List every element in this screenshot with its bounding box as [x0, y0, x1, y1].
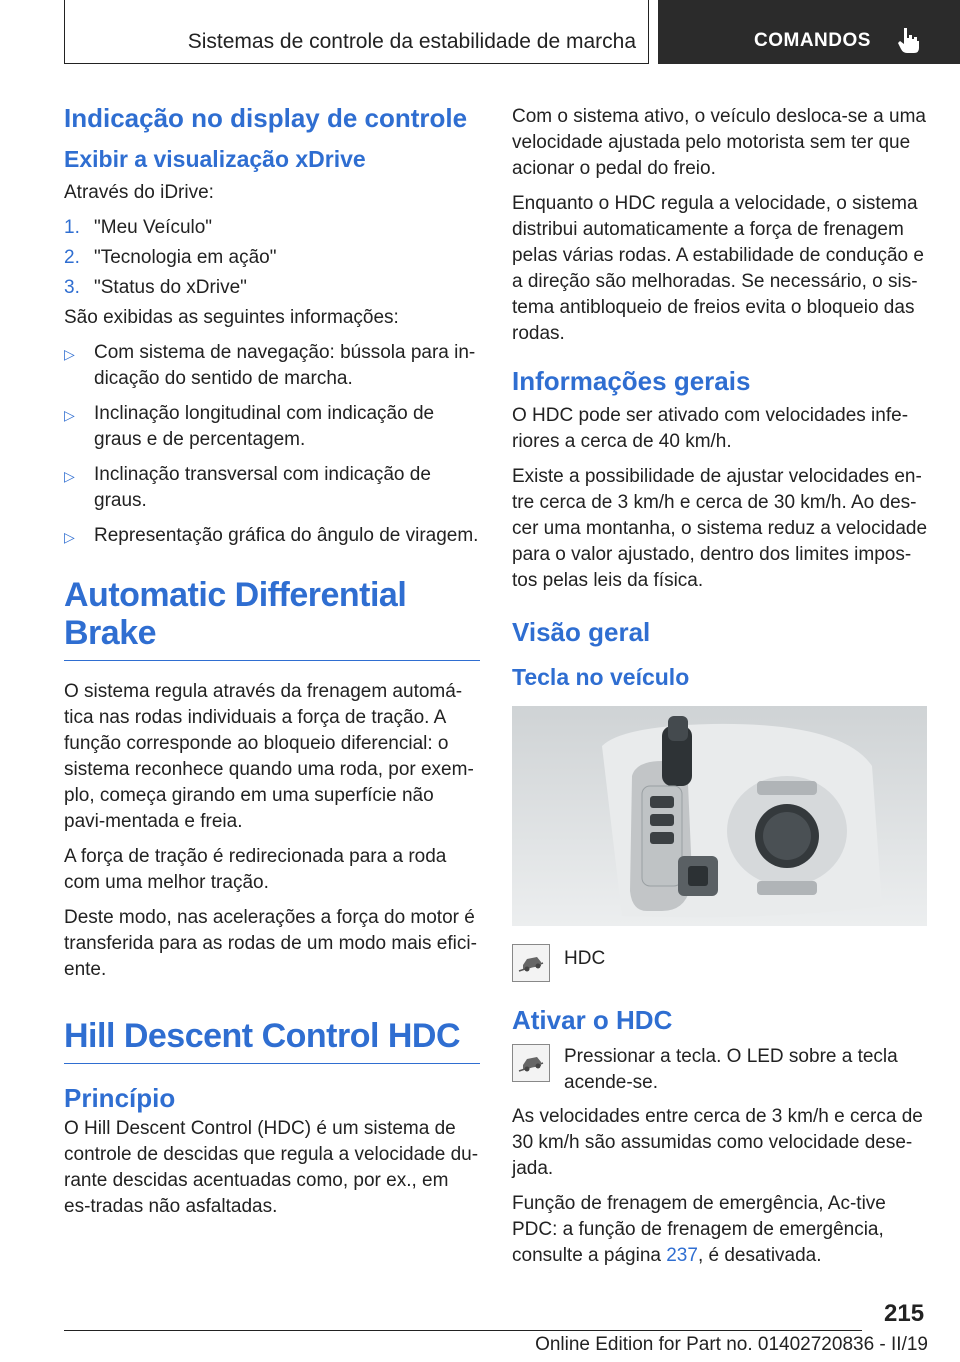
info-paragraph-1: O HDC pode ser ativado com velocidades infe-riores a cerca de 40 km/h.: [512, 405, 909, 452]
header-frame: [64, 0, 649, 64]
list-item: 2. "Tecnologia em ação": [64, 247, 277, 268]
triangle-bullet-icon: ▷: [64, 529, 75, 545]
info-intro: São exibidas as seguintes informações:: [64, 307, 399, 328]
funcao-paragraph: Função de frenagem de emergência, Ac-tive PDC: a função de frenagem de emergência, consulte a página 237, é desativada.: [512, 1193, 886, 1266]
right-column: [512, 104, 928, 1278]
chapter-tab[interactable]: [658, 0, 960, 64]
list-item: 1. "Meu Veículo": [64, 217, 213, 238]
list-item: ▷ Inclinação transversal com indicação de graus.: [64, 462, 480, 514]
chapter-tab-label: COMANDOS: [754, 30, 871, 51]
heading-tecla: Tecla no veículo: [512, 664, 690, 690]
adb-paragraph-2: A força de tração é redirecionada para a roda com uma melhor tração.: [64, 846, 447, 893]
info-bullets: [64, 340, 480, 550]
principio-paragraph: O Hill Descent Control (HDC) é um sistema de controle de descidas que regula a velocidade du-rante descidas acentuadas como, por ex., em es-tradas não asfaltadas.: [64, 1118, 479, 1217]
triangle-bullet-icon: ▷: [64, 468, 75, 484]
edition-text: Online Edition for Part no. 01402720836 - II/19: [535, 1334, 928, 1355]
heading-ativar: Ativar o HDC: [512, 1005, 673, 1035]
hdc-car-icon: [512, 1044, 550, 1082]
hand-pointer-icon: [896, 26, 922, 54]
list-item: ▷ Com sistema de navegação: bússola para in-dicação do sentido de marcha.: [64, 340, 480, 392]
triangle-bullet-icon: ▷: [64, 346, 75, 362]
info-paragraph-2: Existe a possibilidade de ajustar velocidades en-tre cerca de 3 km/h e cerca de 30 km/h. Ao des-cer uma montanha, o sistema reduz a velocidade para o valor ajustado, dentro dos limites impos-tos pelas leis da física.: [512, 466, 928, 591]
heading-visao-geral: Visão geral: [512, 617, 651, 647]
hdc-car-icon: [512, 944, 550, 982]
heading-adb-block: [64, 576, 480, 661]
heading-display: Indicação no display de controle: [64, 103, 468, 133]
steps-list: [64, 215, 480, 301]
hdc-key-row: [512, 944, 928, 982]
footer-rule: [64, 1330, 862, 1331]
heading-hdc-block: [64, 1017, 480, 1064]
list-item: ▷ Representação gráfica do ângulo de viragem.: [64, 523, 480, 550]
ativar-row: [512, 1044, 928, 1096]
adb-paragraph-1: O sistema regula através da frenagem automá-tica nas rodas individuais a força de tração. A função corresponde ao bloqueio diferencial: o sistema reconhece quando uma roda, por exem-plo, começa girando em uma superfície não pavi-mentada e freia.: [64, 681, 474, 832]
triangle-bullet-icon: ▷: [64, 407, 75, 423]
adb-paragraph-3: Deste modo, nas acelerações a força do motor é transferida para as rodas de um modo mais efici-ente.: [64, 907, 477, 980]
heading-hdc: Hill Descent Control HDC: [64, 1017, 461, 1055]
list-item: ▷ Inclinação longitudinal com indicação de graus e de percentagem.: [64, 401, 480, 453]
list-item: 3. "Status do xDrive": [64, 277, 247, 298]
velocidades-paragraph: As velocidades entre cerca de 3 km/h e cerca de 30 km/h são assumidas como velocidade dese-jada.: [512, 1106, 923, 1179]
right-paragraph-1: Com o sistema ativo, o veículo desloca-se a uma velocidade ajustada pelo motorista sem ter que acionar o pedal do freio.: [512, 106, 926, 179]
page-number: 215: [884, 1300, 925, 1327]
via-idrive-text: Através do iDrive:: [64, 182, 214, 203]
hdc-label: HDC: [564, 948, 606, 969]
ativar-paragraph: Pressionar a tecla. O LED sobre a tecla acende-se.: [564, 1046, 898, 1093]
section-title: Sistemas de controle da estabilidade de marcha: [187, 30, 636, 53]
left-column: [64, 102, 480, 1229]
right-paragraph-2: Enquanto o HDC regula a velocidade, o sistema distribui automaticamente a força de frenagem pelas várias rodas. A estabilidade de condução e a direção são melhoradas. Se necessário, o sis-tema antibloqueio de freios evita o bloqueio das rodas.: [512, 193, 924, 344]
heading-info-gerais: Informações gerais: [512, 366, 751, 396]
heading-principio: Princípio: [64, 1083, 176, 1113]
center-console-illustration: [512, 706, 927, 926]
page-link-237[interactable]: 237: [666, 1245, 698, 1266]
heading-xdrive: Exibir a visualização xDrive: [64, 146, 366, 172]
center-console-photo: [512, 706, 927, 926]
heading-adb: Automatic Differential Brake: [64, 576, 407, 652]
